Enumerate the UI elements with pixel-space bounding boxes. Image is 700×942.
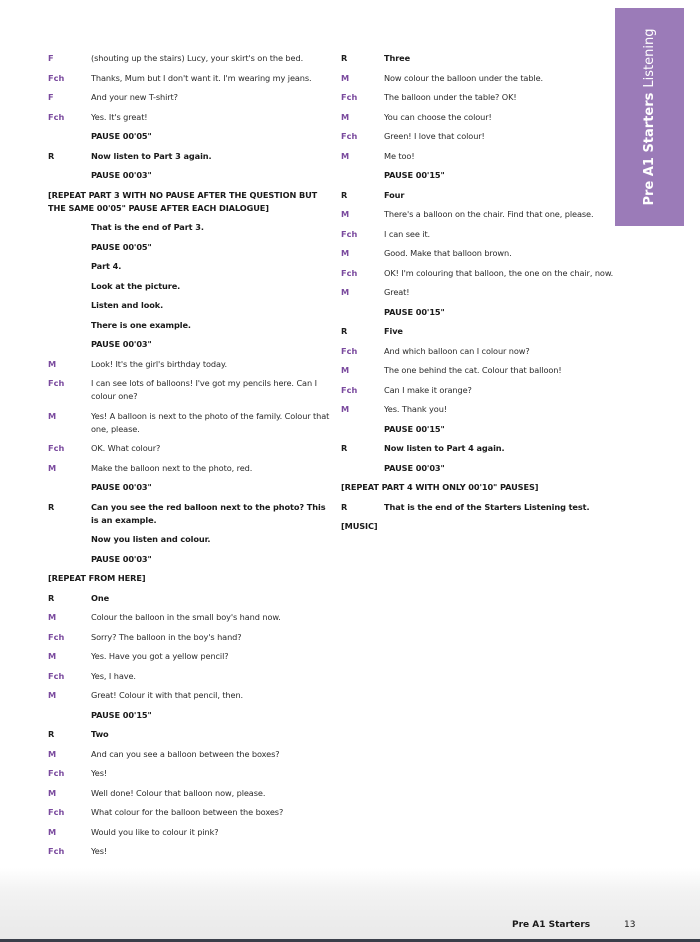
transcript-line [48, 299, 330, 312]
speaker-label: R [48, 729, 55, 739]
transcript-line [48, 787, 330, 800]
transcript-line [48, 650, 330, 663]
transcript-line [48, 319, 330, 332]
transcript-line [341, 501, 625, 514]
line-text: PAUSE 00'05" [91, 131, 152, 141]
side-tab-section: Listening [642, 28, 657, 88]
line-text: Colour the balloon in the small boy's hand now. [91, 612, 281, 622]
stage-direction: [REPEAT PART 3 WITH NO PAUSE AFTER THE QUESTION BUT THE SAME 00'05" PAUSE AFTER EACH DIALOGUE] [48, 189, 318, 213]
speaker-label: Fch [341, 131, 358, 141]
line-text: Well done! Colour that balloon now, please. [91, 787, 266, 798]
line-text: Can you see the red balloon next to the photo? This is an example. [91, 501, 326, 525]
transcript-line [48, 826, 330, 839]
line-text: Yes! [91, 768, 108, 778]
transcript-line [48, 481, 330, 494]
speaker-label: M [48, 358, 57, 369]
transcript-line [48, 806, 330, 819]
transcript-line [48, 767, 330, 780]
transcript-right-column [341, 52, 625, 540]
transcript-line [48, 611, 330, 624]
line-text: Good. Make that balloon brown. [384, 248, 512, 258]
section-side-tab [615, 8, 684, 226]
speaker-label: M [341, 150, 350, 161]
transcript-line [341, 130, 625, 143]
line-text: (shouting up the stairs) Lucy, your skirt's on the bed. [91, 53, 304, 63]
speaker-label: Fch [48, 807, 65, 817]
line-text: You can choose the colour! [384, 111, 492, 122]
line-text: OK. What colour? [91, 443, 161, 453]
transcript-line [48, 338, 330, 351]
speaker-label: F [48, 92, 54, 102]
transcript-line [48, 72, 330, 85]
transcript-line [341, 111, 625, 124]
transcript-line [341, 286, 625, 299]
transcript-line [48, 462, 330, 475]
transcript-line [341, 150, 625, 163]
speaker-label: R [341, 326, 348, 336]
line-text: That is the end of the Starters Listening test. [384, 501, 590, 512]
speaker-label: Fch [341, 384, 358, 395]
line-text: PAUSE 00'03" [91, 339, 152, 349]
speaker-label: R [341, 189, 348, 200]
speaker-label: Fch [48, 670, 65, 681]
line-text: Yes! [91, 846, 108, 856]
speaker-label: Fch [48, 768, 65, 778]
speaker-label: Fch [48, 111, 65, 122]
line-text: What colour for the balloon between the boxes? [91, 807, 284, 817]
speaker-label: M [48, 651, 57, 661]
transcript-line [341, 442, 625, 455]
transcript-line [341, 91, 625, 104]
line-text: The balloon under the table? OK! [384, 92, 517, 102]
line-text: PAUSE 00'15" [384, 423, 445, 434]
speaker-label: Fch [48, 631, 65, 642]
transcript-line [48, 728, 330, 741]
speaker-label: M [48, 787, 57, 798]
line-text: Four [384, 189, 405, 200]
speaker-label: M [48, 612, 57, 622]
transcript-line [341, 345, 625, 358]
transcript-line [48, 221, 330, 234]
page-number: 13 [624, 920, 636, 930]
line-text: And which balloon can I colour now? [384, 345, 530, 356]
transcript-line [48, 91, 330, 104]
transcript-line [48, 410, 330, 436]
transcript-line [341, 462, 625, 475]
line-text: Great! [384, 287, 410, 297]
line-text: Thanks, Mum but I don't want it. I'm wearing my jeans. [91, 72, 312, 83]
speaker-label: Fch [48, 846, 65, 856]
speaker-label: Fch [341, 92, 358, 102]
transcript-line [48, 553, 330, 566]
line-text: Can I make it orange? [384, 384, 472, 395]
line-text: There is one example. [91, 319, 191, 330]
stage-direction: [REPEAT FROM HERE] [48, 573, 146, 583]
transcript-line [48, 150, 330, 163]
line-text: PAUSE 00'15" [91, 709, 152, 720]
line-text: PAUSE 00'15" [384, 170, 445, 180]
line-text: PAUSE 00'03" [91, 482, 152, 492]
line-text: Look at the picture. [91, 280, 181, 291]
line-text: I can see it. [384, 228, 431, 239]
transcript-line [48, 670, 330, 683]
transcript-line [341, 52, 625, 65]
transcript-line [48, 280, 330, 293]
line-text: Two [91, 729, 109, 739]
transcript-line [48, 689, 330, 702]
transcript-line [341, 423, 625, 436]
line-text: Would you like to colour it pink? [91, 826, 219, 837]
line-text: Now colour the balloon under the table. [384, 72, 544, 83]
transcript-line [48, 533, 330, 546]
line-text: That is the end of Part 3. [91, 222, 204, 232]
transcript-line [48, 130, 330, 143]
speaker-label: R [48, 501, 55, 512]
speaker-label: M [341, 404, 350, 414]
line-text: Part 4. [91, 261, 122, 271]
line-text: OK! I'm colouring that balloon, the one on the chair, now. [384, 267, 614, 278]
line-text: Now listen to Part 3 again. [91, 150, 212, 161]
speaker-label: Fch [341, 228, 358, 239]
transcript-line [48, 845, 330, 858]
line-text: Me too! [384, 150, 415, 161]
line-text: Make the balloon next to the photo, red. [91, 462, 253, 473]
transcript-left-column [48, 52, 330, 884]
transcript-line [48, 377, 330, 403]
transcript-line [341, 228, 625, 241]
stage-direction: [REPEAT PART 4 WITH ONLY 00'10" PAUSES] [341, 482, 539, 492]
line-text: And can you see a balloon between the boxes? [91, 748, 280, 759]
footer-title: Pre A1 Starters [512, 920, 591, 930]
transcript-line [341, 208, 625, 221]
speaker-label: M [341, 209, 350, 219]
line-text: Yes. It's great! [91, 111, 148, 122]
transcript-line [48, 169, 330, 182]
speaker-label: R [48, 150, 55, 161]
line-text: PAUSE 00'03" [384, 462, 445, 473]
speaker-label: M [48, 410, 57, 421]
line-text: Three [384, 53, 411, 63]
line-text: Yes, I have. [91, 670, 136, 681]
line-text: Listen and look. [91, 300, 164, 310]
line-text: Now you listen and colour. [91, 534, 211, 544]
speaker-label: M [48, 826, 57, 837]
line-text: PAUSE 00'15" [384, 306, 445, 317]
transcript-line [341, 267, 625, 280]
line-text: The one behind the cat. Colour that balloon! [384, 365, 562, 375]
line-text: Sorry? The balloon in the boy's hand? [91, 631, 242, 642]
speaker-label: M [48, 690, 57, 700]
transcript-line [48, 260, 330, 273]
speaker-label: M [48, 748, 57, 759]
transcript-line [341, 247, 625, 260]
footer-band [0, 868, 700, 939]
transcript-line [48, 358, 330, 371]
transcript-line [341, 306, 625, 319]
transcript-line [48, 631, 330, 644]
transcript-line [48, 709, 330, 722]
line-text: I can see lots of balloons! I've got my pencils here. Can I colour one? [91, 378, 317, 401]
line-text: Look! It's the girl's birthday today. [91, 358, 227, 369]
speaker-label: Fch [48, 378, 65, 388]
speaker-label: Fch [48, 443, 65, 453]
line-text: PAUSE 00'05" [91, 241, 152, 252]
transcript-line [341, 384, 625, 397]
speaker-label: M [48, 462, 57, 473]
transcript-line [48, 241, 330, 254]
transcript-line [341, 72, 625, 85]
speaker-label: R [341, 443, 348, 453]
transcript-line [48, 111, 330, 124]
speaker-label: M [341, 248, 350, 258]
line-text: There's a balloon on the chair. Find that one, please. [384, 209, 594, 219]
transcript-line [48, 592, 330, 605]
transcript-line [341, 403, 625, 416]
transcript-line [341, 189, 625, 202]
speaker-label: M [341, 111, 350, 122]
line-text: And your new T-shirt? [91, 92, 178, 102]
speaker-label: M [341, 287, 350, 297]
line-text: Five [384, 326, 403, 336]
transcript-line [48, 442, 330, 455]
line-text: One [91, 592, 110, 603]
speaker-label: Fch [48, 72, 65, 83]
line-text: Great! Colour it with that pencil, then. [91, 690, 244, 700]
line-text: Yes. Have you got a yellow pencil? [91, 651, 229, 661]
speaker-label: R [341, 501, 348, 512]
line-text: Yes! A balloon is next to the photo of the family. Colour that one, please. [91, 410, 330, 434]
line-text: PAUSE 00'03" [91, 170, 152, 180]
transcript-line [341, 325, 625, 338]
transcript-line [341, 169, 625, 182]
speaker-label: M [341, 72, 350, 83]
transcript-line [48, 501, 330, 527]
side-tab-level: Pre A1 Starters [642, 92, 657, 206]
line-text: Yes. Thank you! [384, 404, 447, 414]
line-text: Green! I love that colour! [384, 131, 485, 141]
transcript-line [48, 748, 330, 761]
side-tab-label [615, 8, 684, 226]
transcript-line [341, 364, 625, 377]
line-text: PAUSE 00'03" [91, 553, 152, 564]
speaker-label: Fch [341, 345, 358, 356]
speaker-label: Fch [341, 267, 358, 278]
speaker-label: F [48, 53, 54, 63]
speaker-label: R [341, 53, 348, 63]
transcript-line [48, 52, 330, 65]
speaker-label: M [341, 365, 350, 375]
speaker-label: R [48, 592, 55, 603]
line-text: Now listen to Part 4 again. [384, 443, 505, 453]
stage-direction: [MUSIC] [341, 521, 378, 531]
